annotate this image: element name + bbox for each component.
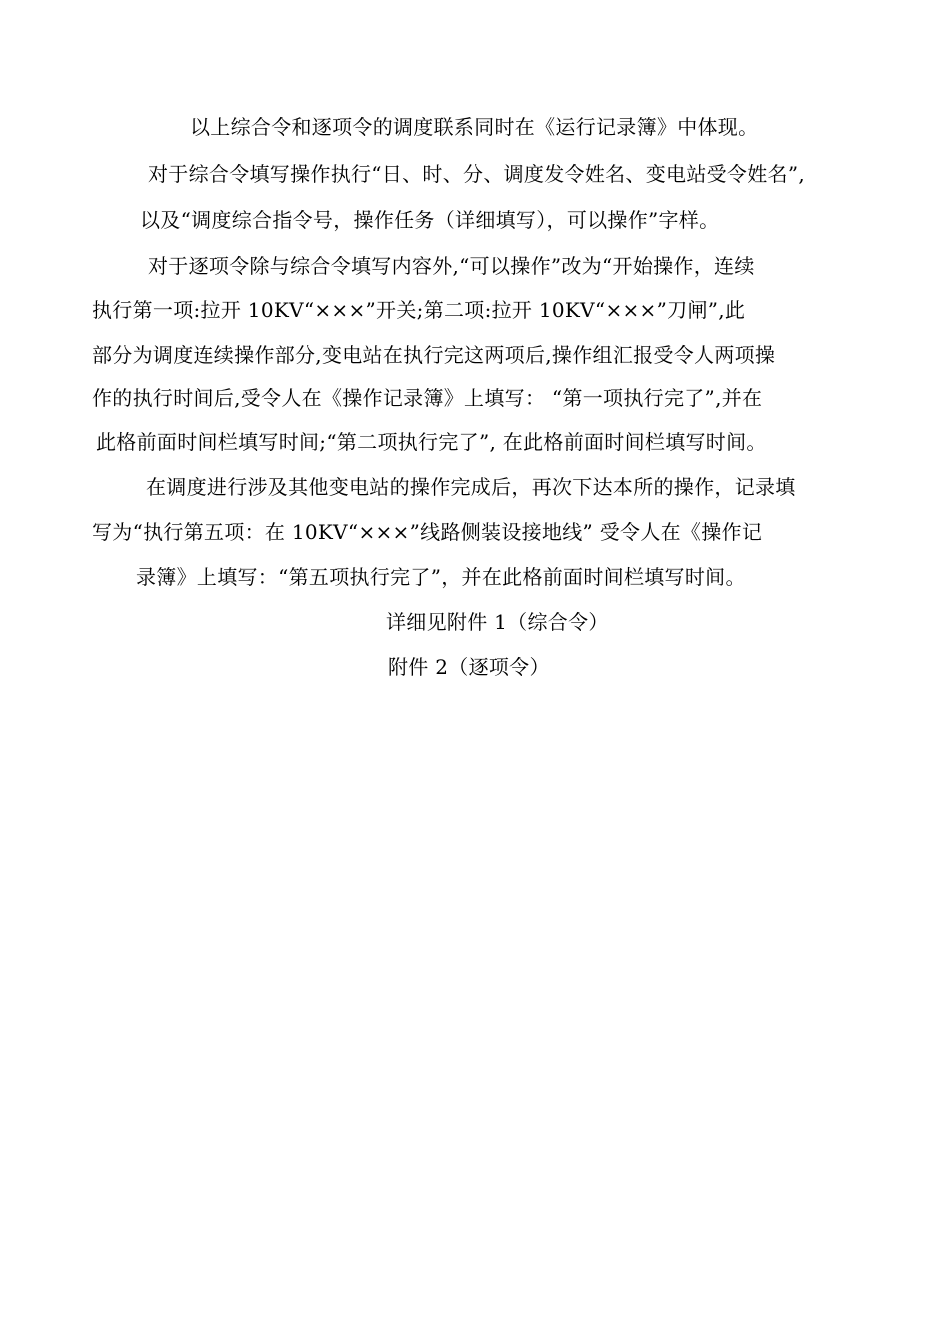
attachment-reference-2: 附件 2（逐项令） [388, 655, 550, 679]
paragraph-line-3: 以及“调度综合指令号，操作任务（详细填写），可以操作”字样。 [140, 208, 720, 232]
paragraph-line-11: 录簿》上填写：“第五项执行完了”，并在此格前面时间栏填写时间。 [136, 565, 746, 589]
paragraph-line-4: 对于逐项令除与综合令填写内容外,“可以操作”改为“开始操作，连续 [148, 254, 755, 278]
paragraph-line-2: 对于综合令填写操作执行“日、时、分、调度发令姓名、变电站受令姓名”, [148, 162, 806, 186]
paragraph-line-8: 此格前面时间栏填写时间;“第二项执行完了”, 在此格前面时间栏填写时间。 [96, 430, 767, 454]
paragraph-line-9: 在调度进行涉及其他变电站的操作完成后，再次下达本所的操作，记录填 [146, 475, 796, 499]
paragraph-line-5: 执行第一项:拉开 10KV“×××”开关;第二项:拉开 10KV“×××”刀闸”,此 [92, 298, 746, 322]
paragraph-line-1: 以上综合令和逐项令的调度联系同时在《运行记录簿》中体现。 [190, 115, 759, 139]
paragraph-line-10: 写为“执行第五项：在 10KV“×××”线路侧装设接地线” 受令人在《操作记 [92, 520, 763, 544]
paragraph-line-7: 作的执行时间后,受令人在《操作记录簿》上填写： “第一项执行完了”,并在 [92, 386, 763, 410]
attachment-reference-1: 详细见附件 1（综合令） [386, 610, 609, 634]
paragraph-line-6: 部分为调度连续操作部分,变电站在执行完这两项后,操作组汇报受令人两项操 [92, 343, 776, 367]
